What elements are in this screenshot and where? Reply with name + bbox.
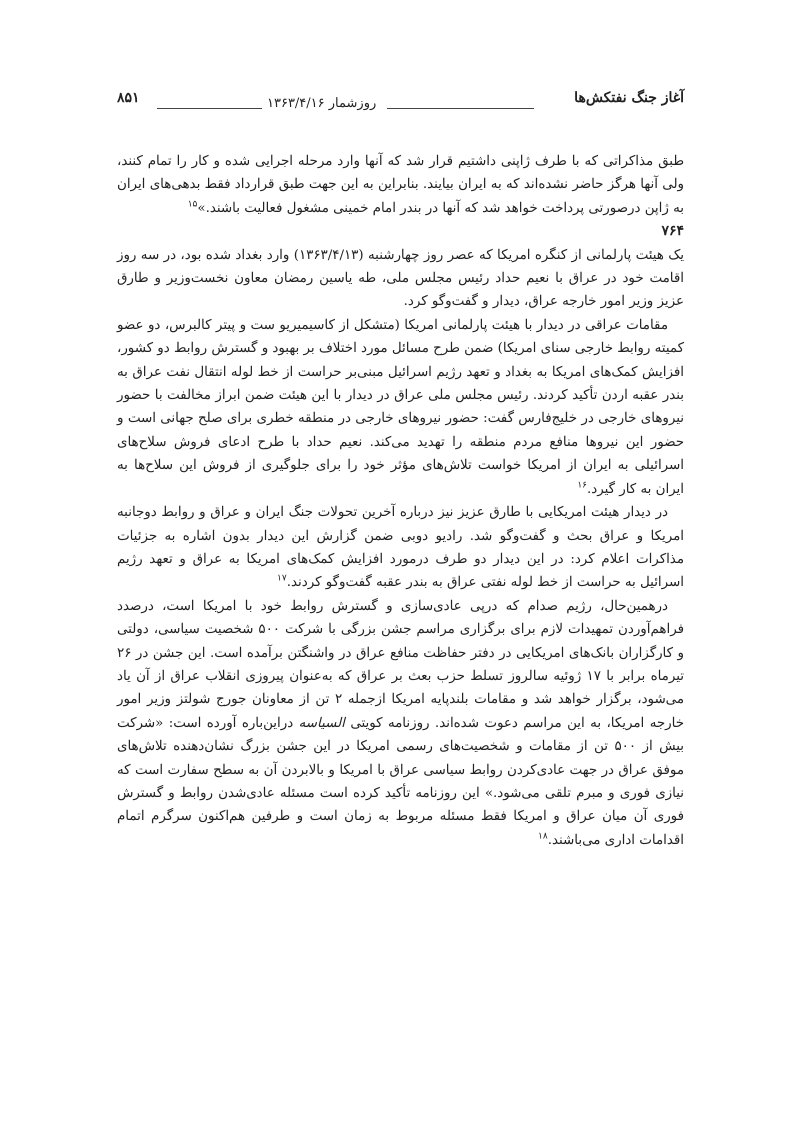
header-rule-right <box>387 108 534 109</box>
header-date: روزشمار ۱۳۶۳/۴/۱۶ <box>267 96 377 111</box>
paragraph: مقامات عراقی در دیدار با هیئت پارلمانی امریکا (متشکل از کاسیمیریو ست و پیتر کالبرس، دو عضو کمیته روابط خارجی سنای امریکا) ضمن طرح مسائل مورد اختلاف بر بهبود و گسترش روابط دو کشور، افزایش کمک‌های امریکا به بغداد و تعهد رژیم اسرائیل مبنی‌بر حراست از خط لوله انتقال نفت عراق به بندر عقبه اردن تأکید کردند. رئیس مجلس ملی عراق در دیدار با این هیئت ضمن ابراز مخالفت با حضور نیروهای خارجی در خلیج‌فارس گفت: حضور نیروهای خارجی در منطقه خطری برای صلح جهانی است و حضور این نیروها منافع مردم منطقه را تهدید می‌کند. نعیم حداد با طرح ادعای فروش سلاح‌های اسرائیلی به ایران از امریکا خواست تلاش‌های مؤثر خود را برای جلوگیری از فروش این سلاح‌ها به ایران به کار گیرد.$^{۱۶}$ <box>117 317 684 497</box>
paragraph: درهمین‌حال، رژیم صدام که درپی عادی‌سازی و گسترش روابط خود با امریکا است، درصدد فراهم‌آوردن تمهیدات لازم برای برگزاری مراسم جشن بزرگی با شرکت ۵۰۰ شخصیت سیاسی، دولتی و کارگزاران بانک‌های امریکایی در دفتر حفاظت منافع عراق در واشنگتن برآمده است. این جشن در ۲۶ تیرماه برابر با ۱۷ ژوئیه سالروز تسلط حزب بعث بر عراق که به‌عنوان پیروزی انقلاب عراق از آن یاد می‌شود، برگزار خواهد شد و مقامات بلندپایه امریکا ازجمله ۲ تن از معاونان جورج شولتز وزیر امور خارجه امریکا، به این مراسم دعوت شده‌اند. روزنامه کویتی السیاسه دراین‌باره آورده است: «شرکت بیش از ۵۰۰ تن از مقامات و شخصیت‌های رسمی امریکا در این جشن بزرگ نشان‌دهنده تلاش‌های موفق عراق در جهت عادی‌کردن روابط سیاسی عراق با امریکا و بالابردن آن به سطح سفارت است که نیازی فوری و مبرم تلقی می‌شود.» این روزنامه تأکید کرده است مسئله عادی‌شدن روابط و گسترش فوری آن میان عراق و امریکا فقط مسئله مربوط به زمان است و طرفین هم‌اکنون سرگرم اتمام اقدامات اداری می‌باشند.$^{۱۸}$ <box>117 598 684 848</box>
footnote-ref: ۱۷ <box>277 573 287 584</box>
paragraph: در دیدار هیئت امریکایی با طارق عزیز نیز درباره آخرین تحولات جنگ ایران و عراق و روابط دوجانبه امریکا و عراق بحث و گفت‌وگو شد. رادیو دوبی ضمن گزارش این دیدار بدون اشاره به جزئیات مذاکرات اعلام کرد: در این دیدار دو طرف درمورد افزایش کمک‌های امریکا به عراق و تعهد رژیم اسرائیل به حراست از خط لوله نفتی عراق به بندر عقبه گفت‌وگو کردند.$^{۱۷}$ <box>117 505 684 591</box>
book-title: آغاز جنگ نفتکش‌ها <box>574 90 684 106</box>
footnote-ref: ۱۸ <box>538 831 548 842</box>
header-rule-left <box>157 108 262 109</box>
paragraph: یک هیئت پارلمانی از کنگره امریکا که عصر روز چهارشنبه (۱۳۶۳/۴/۱۳) وارد بغداد شده بود، در سه روز اقامت خود در عراق با نعیم حداد رئیس مجلس ملی، طه یاسین رمضان معاون نخست‌وزیر و طارق عزیز وزیر امور خارجه عراق، دیدار و گفت‌وگو کرد. <box>117 247 684 310</box>
footnote-ref: ۱۵ <box>187 199 198 210</box>
page-body <box>117 150 684 852</box>
page-number: ۸۵۱ <box>117 90 140 106</box>
entry-number: ۷۶۴ <box>661 223 684 240</box>
newspaper-name: السیاسه <box>298 715 345 731</box>
continuation-paragraph: طبق مذاکراتی که با طرف ژاپنی داشتیم قرار شد که آنها وارد مرحله اجرایی شده و کار را تمام کنند، ولی آنها هرگز حاضر نشده‌اند که به ایران بیایند. بنابراین به این جهت طبق قرارداد فقط بدهی‌های ایران به ژاپن درصورتی پرداخت خواهد شد که آنها در بندر امام خمینی مشغول فعالیت باشند.»$^{۱۵}$ <box>117 154 684 216</box>
page-header <box>117 90 684 120</box>
footnote-ref: ۱۶ <box>577 480 587 491</box>
